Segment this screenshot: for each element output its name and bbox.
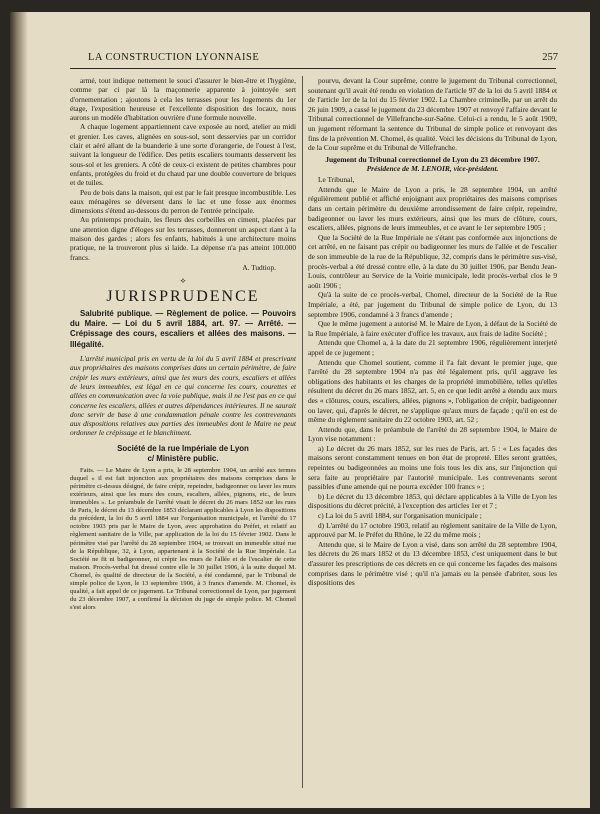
case-facts: Faits. — Le Maire de Lyon a pris, le 28 septembre 1904, un arrêté aux termes duquel « il est fait injonction aux propriétaires des maisons comprises dans le périmètre ci-dessus désigné, de faire crépir, repeindre, badigeonner ou laver les murs extérieurs, ainsi que les murs des cours, escaliers, allées, pignons, etc., de leurs immeubles ». Le préambule de l'arrêté visait le décret du 26 mars 1852 sur les rues de Paris, le décret du 13 décembre 1853 déclarant applicables à Lyon les dispositions du précédent, la loi du 5 avril 1884 sur l'organisation municipale, et l'arrêté du 17 octobre 1903 pris par le Maire de Lyon, avec approbation du Préfet, et relatif au règlement sanitaire de la Ville, par application de la loi du 15 février 1902. Dans le périmètre visé par l'arrêté du 28 septembre 1904, se trouvait un immeuble situé rue de la République, 32, à Lyon, appartenant à la Société de la Rue Impériale. La Société ne fit ni badigeonner, ni crépir les murs de l'allée et de l'escalier de cette maison. Procès-verbal fut dressé contre elle le 30 juillet 1906, à la suite duquel M. Chomel, ès qualité de directeur de la Société, a été condamné, par le Tribunal de simple police de Lyon, le 13 septembre 1906, à 3 francs d'amende. M. Chomel, ès qualité, a fait appel de ce jugement. Le Tribunal correctionnel de Lyon, par jugement du 23 décembre 1907, a confirmé la décision du juge de simple police. M. Chomel s'est alors: [70, 466, 296, 612]
paragraph: Attendu que le Maire de Lyon a pris, le 28 septembre 1904, un arrêté régulièrement publié et affiché enjoignant aux propriétaires des maisons comprises dans un certain périmètre du deuxième arrondissement de faire crépir, repeindre, badigeonner ou laver les murs extérieurs, ainsi que les murs de clôture, cours, escaliers, allées, pignons de leurs immeubles, et ce avant le 1er septembre 1905 ;: [308, 184, 557, 233]
paragraph: Attendu que, dans le préambule de l'arrêté du 28 septembre 1904, le Maire de Lyon vise notamment :: [308, 424, 557, 444]
left-column: [70, 76, 296, 791]
case-title: Société de la rue Impériale de Lyon: [117, 443, 249, 453]
case-summary: Salubrité publique. — Règlement de police. — Pouvoirs du Maire. — Loi du 5 avril 1884, art. 97. — Arrêté. — Crépissage des cours, escaliers et allées des maisons. — Illégalité.: [70, 308, 296, 349]
judgment-title: Jugement du Tribunal correctionnel de Lyon du 23 décembre 1907.: [325, 154, 540, 164]
column-rule: [302, 76, 303, 788]
paragraph: a) Le décret du 26 mars 1852, sur les rues de Paris, art. 5 : « Les façades des maisons seront constamment tenues en bon état de propreté. Elles seront grattées, repeintes ou badigeonnées au moins une fois tous les dix ans, sur l'injonction qui sera faite au propriétaire par l'autorité municipale. Les contrevenants seront passibles d'une amende qui ne pourra excéder 100 francs » ;: [308, 443, 557, 492]
paragraph: Le Tribunal,: [318, 175, 355, 185]
paragraph: Au printemps prochain, les fleurs des corbeilles en ciment, placées par une attention digne d'éloges sur les terrasses, donneront un aspect riant à la maison des gardes ; alors fes enfants, habitués à une architecture moins pratique, ne la trouveront plus si laide. La dépense n'a pas atteint 100.000 francs.: [70, 215, 296, 262]
scanned-page: [10, 12, 590, 808]
ornament-divider: ⟡: [180, 276, 186, 286]
paragraph: Attendu que, si le Maire de Lyon a visé, dans son arrêté du 28 septembre 1904, les décrets du 26 mars 1852 et du 13 décembre 1853, c'est uniquement dans le but d'assurer les prescriptions de ces décrets en ce qui concerne les façades des maisons comprises dans le périmètre visé ; qu'il n'a jamais eu la pensée d'abriter, sous les dispositions des: [308, 539, 557, 588]
paragraph: b) Le décret du 13 décembre 1853, qui déclare applicables à la Ville de Lyon les dispositions du décret précité, à l'exception des articles 1er et 7 ;: [308, 491, 557, 511]
paragraph: Qu'à la suite de ce procès-verbal, Chomel, directeur de la Société de la Rue Impériale, a été, par jugement du Tribunal de simple police de Lyon, du 13 septembre 1906, condamné à 3 francs d'amende ;: [308, 290, 557, 319]
running-header: [88, 52, 558, 63]
binding-shadow: [10, 12, 28, 808]
journal-title: LA CONSTRUCTION LYONNAISE: [88, 52, 260, 63]
presidency-line: Présidence de M. LENOIR, vice-président.: [366, 163, 499, 173]
section-title: JURISPRUDENCE: [106, 287, 260, 305]
paragraph: armé, tout indique nettement le souci d'assurer le bien-être et l'hygiène, comme par ci par là la maçonnerie apparente à jointoyée sert d'ornementation ; ajoutons à cela les terrasses pour les logements du 1er étage, l'exposition heureuse et l'excellente disposition des locaux, nous aurons un modèle d'habitation ouvrière d'une formule nouvelle.: [70, 76, 296, 123]
case-parties: c/ Ministère public.: [147, 453, 219, 463]
paragraph: c) La loi du 5 avril 1884, sur l'organisation municipale ;: [318, 511, 482, 521]
paragraph: pourvu, devant la Cour suprême, contre le jugement du Tribunal correctionnel, soutenant qu'il avait été rendu en violation de l'article 97 de la loi du 5 avril 1884 et de l'article 1er de la loi du 15 février 1902. La Chambre criminelle, par un arrêt du 26 juin 1909, a cassé le jugement du 23 décembre 1907 et renvoyé l'affaire devant le Tribunal correctionnel de Villefranche-sur-Saône. Celui-ci a rendu, le 5 août 1909, un jugement réformant la sentence du Tribunal de simple police et renvoyant des fins de la prévention M. Chomel, ès qualité. Voici les décisions du Tribunal de Lyon, de la Cour suprême et du Tribunal de Villefranche.: [308, 76, 557, 153]
paragraph: Peu de bois dans la maison, qui est par le fait presque incombustible. Les eaux ménagères se déversent dans le lac et une fosse aux énormes dimensions s'étend au-dessous du perron de l'entrée principale.: [70, 187, 296, 216]
page-number: 257: [542, 52, 558, 63]
paragraph: Que la Société de la Rue Impériale ne s'étant pas conformée aux injonctions de cet arrêté, en ne faisant pas crépir ou badigeonner les murs de l'allée et de l'escalier de son immeuble de la rue de la République, 32, compris dans le périmètre sus-visé, procès-verbal a été dressé contre elle, à la date du 30 juillet 1906, par Bendu Jean-Louis, contrôleur au Service de la Voirie municipale, ledit procès-verbal clos le 9 août 1906 ;: [308, 232, 557, 290]
author-signature: A. Tudtiop.: [242, 262, 276, 272]
paragraph: Que le même jugement a autorisé M. le Maire de Lyon, à défaut de la Société de la Rue Impériale, à faire exécuter d'office les travaux, aux frais de ladite Société ;: [308, 319, 557, 338]
paragraph: Attendu que Chomel soutient, comme il l'a fait devant le premier juge, que l'arrêté du 28 septembre 1904 n'a pas été légalement pris, qu'il aggrave les obligations des habitants et les charges de la propriété immobilière, telles qu'elles résultent du décret du 26 mars 1852, art. 5, en ce que ledit arrêté a étendu aux murs des « clôtures, cours, escaliers, allées, pignons », l'obligation de crépir, badigeonner ou laver, qui, d'après le décret, ne s'applique qu'aux murs de façade ; qu'il en est de même du règlement sanitaire du 22 octobre 1903, art. 52 ;: [308, 357, 557, 425]
paragraph: d) L'arrêté du 17 octobre 1903, relatif au règlement sanitaire de la Ville de Lyon, approuvé par M. le Préfet du Rhône, le 22 du même mois ;: [308, 520, 557, 540]
header-rule: [70, 68, 556, 69]
case-abstract: L'arrêté municipal pris en vertu de la loi du 5 avril 1884 et prescrivant aux propriétaires des maisons comprises dans un certain périmètre, de faire crépir les murs extérieurs, ainsi que les murs des cours, escaliers et allées de leurs immeubles, est légal en ce qui concerne les cours, courettes et allées en communication avec la voie publique, mais il ne l'est pas en ce qui concerne les escaliers, allées et autres dépendances intérieures. Il ne saurait donc servir de base à une condamnation pénale contre les contrevenants aux dispositions relatives aux parties des immeubles dont le Maire ne peut ordonner le crépissage et le blanchiment.: [70, 354, 296, 438]
paragraph: A chaque logement appartiennent cave exposée au nord, atelier au midi et grenier. Les caves, alignées en sous-sol, sont desservies par un corridor clair et aéré allant de la buanderie à une sorte d'orangerie, de l'ouest à l'est, suivant la longueur de l'édifice. Des petits escaliers tournants desservent les sous-sol et les greniers. A côté de ceux-ci existent de petites chambres pour enfants, protégées du froid et du chaud par une double couverture de briques et de tuiles.: [70, 122, 296, 188]
right-column: [308, 76, 557, 791]
paragraph: Attendu que Chomel a, à la date du 21 septembre 1906, régulièrement interjeté appel de ce jugement ;: [308, 338, 557, 357]
